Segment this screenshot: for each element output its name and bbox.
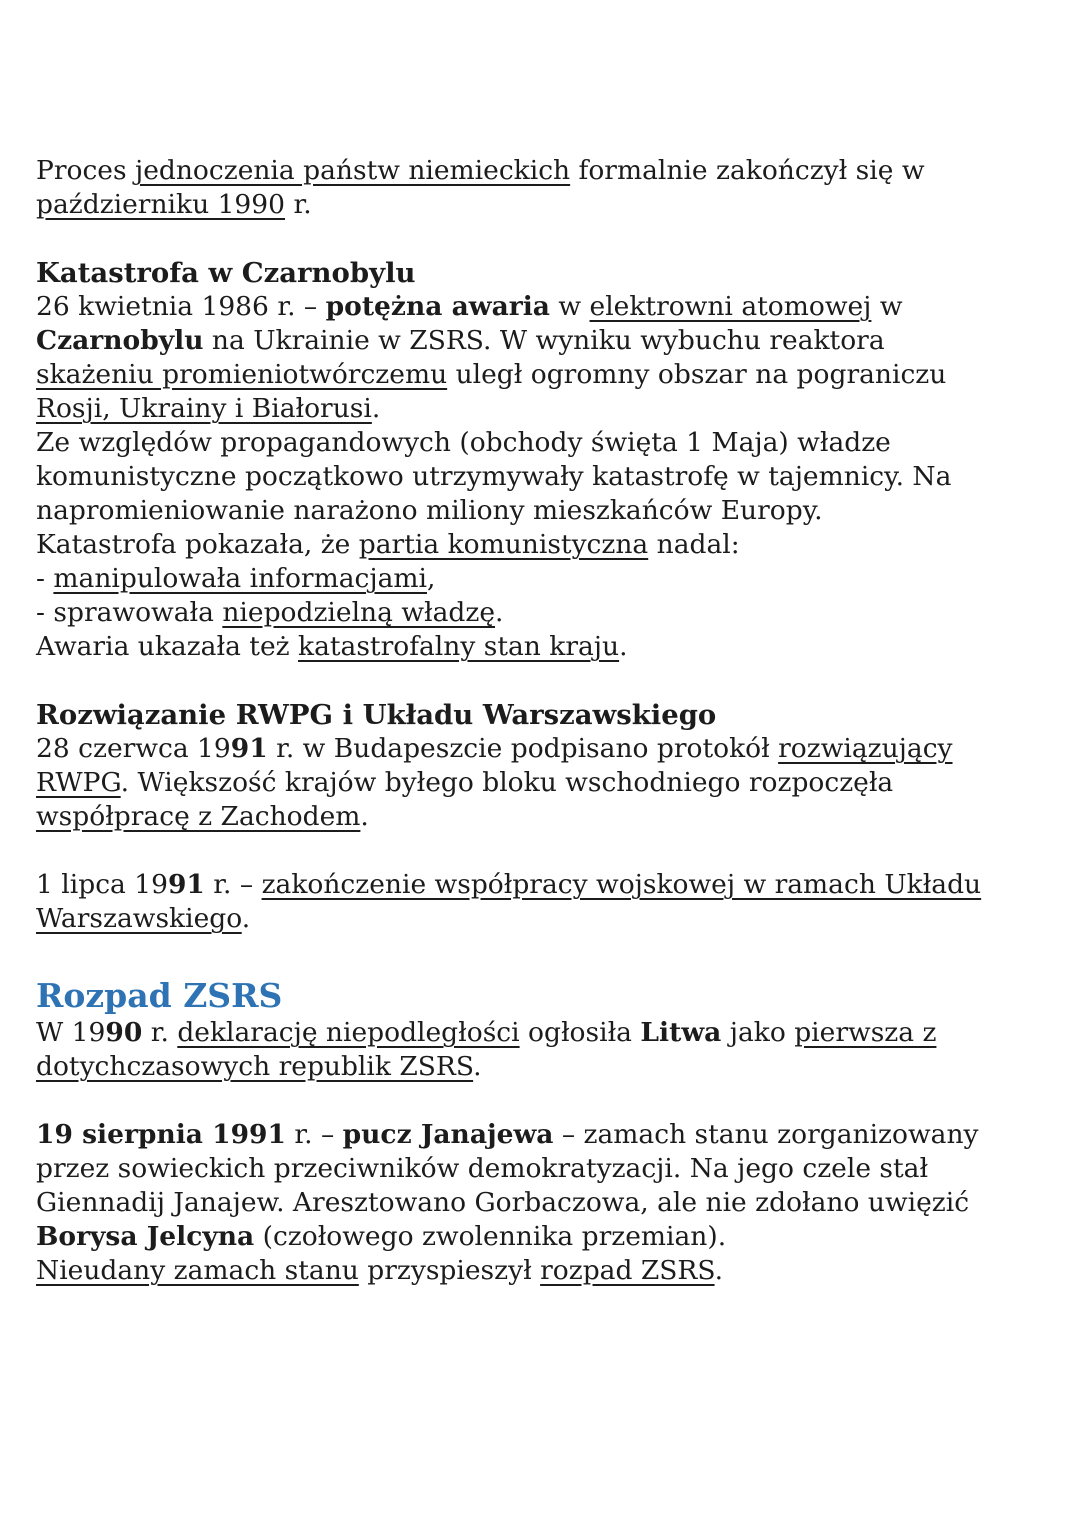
underlined-text: skażeniu promieniotwórczemu xyxy=(36,359,448,390)
underlined-text: rozpad ZSRS xyxy=(540,1255,715,1286)
zsrs-paragraph-1 xyxy=(36,1016,1046,1084)
underlined-text: Nieudany zamach stanu xyxy=(36,1255,359,1286)
text-span: . xyxy=(495,597,504,628)
chernobyl-paragraph-1 xyxy=(36,290,1046,426)
intro-underlined-text: październiku 1990 xyxy=(36,189,286,220)
text-span: r. xyxy=(142,1017,178,1048)
text-span: . xyxy=(619,631,628,662)
text-span: 1 lipca 19 xyxy=(36,869,168,900)
text-span: Awaria ukazała też xyxy=(36,631,299,662)
text-span: . xyxy=(360,801,369,832)
text-span: , xyxy=(426,563,436,594)
bold-text: 19 sierpnia 1991 xyxy=(36,1119,286,1150)
bold-text: 90 xyxy=(105,1017,143,1048)
underlined-text: deklarację niepodległości xyxy=(177,1017,520,1048)
underlined-text: współpracę z Zachodem xyxy=(36,801,361,832)
underlined-text: rozwiązujący xyxy=(778,733,953,764)
text-span: . Większość krajów byłego bloku wschodniego rozpoczęła xyxy=(120,767,894,798)
text-span: napromieniowanie narażono miliony mieszkańców Europy. xyxy=(36,495,823,526)
chernobyl-heading: Katastrofa w Czarnobylu xyxy=(36,257,416,289)
text-span: w xyxy=(549,291,590,322)
rwpg-paragraph-2 xyxy=(36,868,1046,936)
intro-paragraph xyxy=(36,154,1046,222)
text-span: - xyxy=(36,563,54,594)
list-item xyxy=(36,596,1046,630)
text-span: 28 czerwca 19 xyxy=(36,733,231,764)
underlined-text: niepodzielną władzę xyxy=(222,597,496,628)
underlined-text: katastrofalny stan kraju xyxy=(298,631,620,662)
text-span: na Ukrainie w ZSRS. W wyniku wybuchu reaktora xyxy=(203,325,885,356)
text-span: ogłosiła xyxy=(519,1017,641,1048)
text-span: komunistyczne początkowo utrzymywały katastrofę w tajemnicy. Na xyxy=(36,461,952,492)
text-span: Katastrofa pokazała, że xyxy=(36,529,359,560)
underlined-text: RWPG xyxy=(36,767,121,798)
text-span: przyspieszył xyxy=(358,1255,541,1286)
text-span: r. – xyxy=(204,869,262,900)
text-span: r. – xyxy=(285,1119,343,1150)
text-span: . xyxy=(473,1051,482,1082)
bold-text: potężna awaria xyxy=(325,291,550,322)
text-span: W 19 xyxy=(36,1017,106,1048)
text-span: . xyxy=(714,1255,724,1286)
list-item xyxy=(36,562,1046,596)
zsrs-paragraph-3 xyxy=(36,1254,1046,1288)
text-span: przez sowieckich przeciwników demokratyzacji. Na jego czele stał xyxy=(36,1153,929,1184)
bold-text: Borysa Jelcyna xyxy=(36,1221,255,1252)
underlined-text: partia komunistyczna xyxy=(358,529,649,560)
bold-text: Czarnobylu xyxy=(36,325,204,356)
rwpg-heading: Rozwiązanie RWPG i Układu Warszawskiego xyxy=(36,699,717,731)
text-span: nadal: xyxy=(648,529,740,560)
text-span: jako xyxy=(721,1017,795,1048)
text-span: uległ ogromny obszar na pograniczu xyxy=(447,359,947,390)
zsrs-paragraph-2 xyxy=(36,1118,1046,1254)
intro-underlined-text: jednoczenia państw niemieckich xyxy=(135,155,571,186)
text-span: Ze względów propagandowych (obchody święta 1 Maja) władze xyxy=(36,427,891,458)
underlined-text: Warszawskiego xyxy=(36,903,242,934)
text-span: Giennadij Janajew. Aresztowano Gorbaczowa, ale nie zdołano uwięzić xyxy=(36,1187,970,1218)
zsrs-heading: Rozpad ZSRS xyxy=(36,976,283,1015)
underlined-text: dotychczasowych republik ZSRS xyxy=(36,1051,474,1082)
text-span: (czołowego zwolennika przemian). xyxy=(254,1221,727,1252)
bold-text: pucz Janajewa xyxy=(342,1119,554,1150)
underlined-text: pierwsza z xyxy=(794,1017,937,1048)
underlined-text: zakończenie współpracy wojskowej w ramach Układu xyxy=(261,869,982,900)
text-span: – zamach stanu zorganizowany xyxy=(553,1119,979,1150)
text-span: r. w Budapeszcie podpisano protokół xyxy=(267,733,779,764)
chernobyl-paragraph-2 xyxy=(36,426,1046,528)
intro-text: formalnie zakończył się w xyxy=(570,155,925,186)
underlined-text: Rosji, Ukrainy i Białorusi xyxy=(36,393,372,424)
text-span: w xyxy=(871,291,903,322)
chernobyl-paragraph-4 xyxy=(36,630,1046,664)
text-span: . xyxy=(371,393,381,424)
text-span: . xyxy=(241,903,251,934)
document-page xyxy=(36,154,1046,1288)
bold-text: 91 xyxy=(230,733,268,764)
intro-text: r. xyxy=(285,189,312,220)
intro-text: Proces xyxy=(36,155,135,186)
bold-text: Litwa xyxy=(640,1017,722,1048)
text-span: 26 kwietnia 1986 r. – xyxy=(36,291,326,322)
underlined-text: elektrowni atomowej xyxy=(589,291,872,322)
bold-text: 91 xyxy=(167,869,205,900)
underlined-text: manipulowała informacjami xyxy=(53,563,427,594)
chernobyl-paragraph-3 xyxy=(36,528,1046,562)
rwpg-paragraph-1 xyxy=(36,732,1046,834)
text-span: - sprawowała xyxy=(36,597,223,628)
